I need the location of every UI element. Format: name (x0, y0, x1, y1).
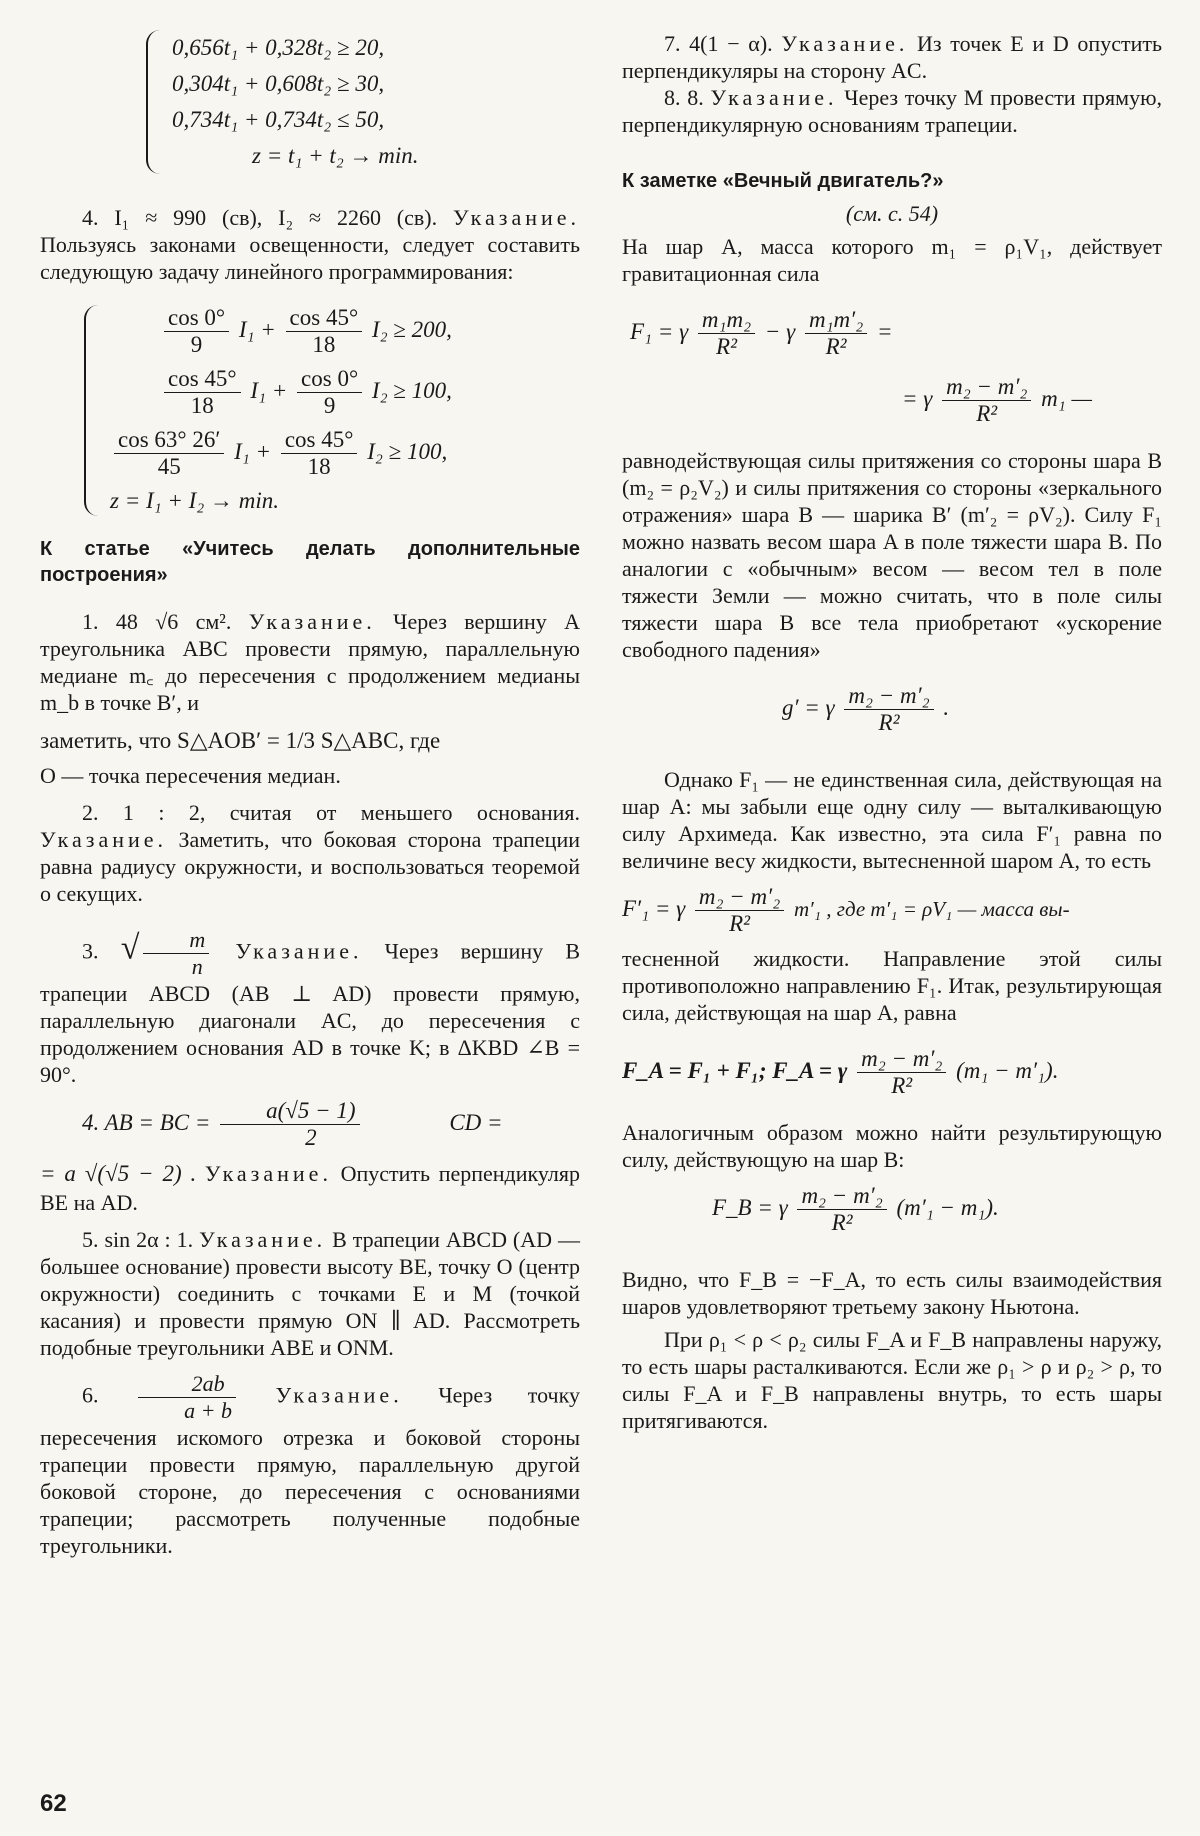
formula-f1-continued: = γ $\frac{\text{m₂ − m′₂}}{\text{R²}}$ m₁ — (902, 374, 1092, 426)
answer-text: Заметить, что боковая сторона трапеции равна радиусу окружности, и воспользоваться теоремой о секущих. (40, 827, 580, 906)
intro-paragraph: На шар A, масса которого m₁ = ρ₁V₁, действует гравитационная сила (622, 234, 1162, 286)
system2-line-1: $\frac{\cos 0^\circ}{9}$ I₁ + $\frac{\cos 45^\circ}{18}$ I₂ ≥ 200, (110, 305, 580, 358)
system-line: 0,734t₁ + 0,734t₂ ≤ 50, (172, 107, 385, 132)
answer-head: 8. 8. (664, 85, 704, 110)
fraction: $\frac{\cos 45^\circ}{18}$ (281, 427, 358, 480)
fraction: $\frac{\text{m₂ − m′₂}}{\text{R²}}$ (844, 683, 933, 736)
hint-label: Указание. (781, 31, 909, 56)
answer-5 (40, 1226, 580, 1361)
answer-head: 5. sin 2α : 1. (82, 1227, 194, 1252)
formula-f1: F₁ = γ $\frac{\text{m₁m₂}}{\text{R²}}$ − γ $\frac{\text{m₁m′₂}}{\text{R²}}$ = (630, 307, 893, 359)
hint-label: Указание. (199, 1227, 327, 1252)
system-line: z = t₁ + t₂ → min. (252, 143, 419, 168)
answer-text: Опустить перпендикуляр BE на AD. (40, 1161, 581, 1215)
section-reference: (см. с. 54) (845, 201, 939, 226)
hint-label: Указание. (204, 1161, 332, 1186)
system-line: 0,656t₁ + 0,328t₂ ≥ 20, (172, 35, 385, 60)
fraction: $\frac{\cos 63^\circ 26'}{45}$ (114, 427, 224, 480)
answer-2 (40, 799, 580, 907)
answer-head: 1. 48 √6 см². (82, 609, 232, 634)
fraction: $\frac{\cos 0^\circ}{9}$ (297, 366, 362, 419)
formula-g: g′ = γ $\frac{\text{m₂ − m′₂}}{\text{R²}}$ . (782, 683, 950, 735)
formula-f1-prime: F′₁ = γ $\frac{\text{m₂ − m′₂}}{\text{R²}}$ m′₁ , где m′₁ = ρV₁ — масса вы- (622, 884, 1070, 936)
section-title-constructions: К статье «Учитесь делать дополнительные построения» (40, 538, 580, 586)
inequality-system-2 (78, 305, 580, 516)
answer-head: 4. I₁ ≈ 990 (св), I₂ ≈ 2260 (св). (82, 205, 438, 230)
paragraph-analogous: Аналогичным образом можно найти результирующую силу, действующую на шар B: (622, 1120, 1162, 1172)
formula-fb: F_B = γ $\frac{\text{m₂ − m′₂}}{\text{R²}}$ (m′₁ − m₁). (712, 1183, 999, 1235)
answer-head: 3. (82, 938, 99, 964)
answer-text: Из точек E и D опустить перпендикуляры на сторону AC. (622, 31, 1162, 83)
fraction: $\frac{2ab}{a + b}$ (138, 1371, 236, 1424)
hint-label: Указание. (235, 938, 363, 964)
fraction: $\frac{\text{m₂ − m′₂}}{\text{R²}}$ (942, 374, 1031, 427)
system2-line-3: $\frac{\cos 63^\circ 26'}{45}$ I₁ + $\frac{\cos 45^\circ}{18}$ I₂ ≥ 100, (110, 427, 580, 480)
hint-label: Указание. (710, 85, 838, 110)
inequality-system-1 (140, 30, 580, 174)
answer-head: 6. (82, 1382, 99, 1408)
section-title-perpetual-motion: К заметке «Вечный двигатель?» (622, 170, 944, 192)
fraction: $\frac{m}{n}$ (143, 927, 209, 980)
answer-4-lighting (40, 204, 580, 285)
paragraph-newton: Видно, что F_B = −F_A, то есть силы взаимодействия шаров удовлетворяют третьему закону Ньютона. (622, 1267, 1162, 1319)
answer-text: В трапеции ABCD (AD — большее основание) провести высоту BE, точку O (центр окружности) соединить с точками E и M (точкой касания) и провести прямую ON ∥ AD. Рассмотреть подобные треугольники ABE и ONM. (40, 1227, 580, 1360)
answer-head: 2. 1 : 2, считая от меньшего основания. (82, 800, 580, 825)
fraction: $\frac{\text{m₁m₂}}{\text{R²}}$ (698, 307, 755, 360)
answer-text: Через точку M провести прямую, перпендикулярную основаниям трапеции. (622, 85, 1163, 137)
fraction: $\frac{\cos 0^\circ}{9}$ (164, 305, 229, 358)
right-column (622, 30, 1162, 1434)
fraction: $\frac{a(√5 - 1)}{2}$ (220, 1098, 359, 1151)
system2-line-2: $\frac{\cos 45^\circ}{18}$ I₁ + $\frac{\cos 0^\circ}{9}$ I₂ ≥ 100, (110, 366, 580, 419)
hint-label: Указание. (452, 205, 581, 230)
answer-6 (40, 1371, 580, 1559)
fraction: $\frac{\cos 45^\circ}{18}$ (164, 366, 241, 419)
answer-1-equation: заметить, что S△AOB′ = 1/3 S△ABC, где (40, 728, 441, 753)
fraction: $\frac{\cos 45^\circ}{18}$ (286, 305, 363, 358)
answer-text: Через точку пересечения искомого отрезка и боковой стороны трапеции провести прямую, параллельную другой боковой стороне, до пересечения с основаниями трапеции; рассмотреть полученные подобные треугольники. (40, 1382, 580, 1558)
answer-head: 4. AB = BC = (82, 1109, 211, 1135)
system-brace (84, 305, 108, 516)
fraction: $\frac{\text{m₂ − m′₂}}{\text{R²}}$ (857, 1046, 946, 1099)
answer-head: 7. 4(1 − α). (664, 31, 773, 56)
paragraph-direction: тесненной жидкости. Направление этой силы противоположно направлению F₁. Итак, результирующая сила, действующая на шар A, равна (622, 946, 1162, 1025)
left-column (40, 30, 580, 1559)
answer-7 (622, 30, 1162, 84)
fraction: $\frac{\text{m₁m′₂}}{\text{R²}}$ (805, 307, 867, 360)
system-line: 0,304t₁ + 0,608t₂ ≥ 30, (172, 71, 385, 96)
answer-4: 4. AB = BC = $\frac{a(√5 - 1)}{2}$ CD = (82, 1098, 503, 1150)
hint-label: Указание. (248, 609, 376, 634)
paragraph-resultant: равнодействующая силы притяжения со стороны шара B (m₂ = ρ₂V₂) и силы притяжения со стороны «зеркального отражения» шара B — шарика B′ (m′₂ = ρV₂). Силу F₁ можно назвать весом шара A в поле тяжести шара B. По аналогии с «обычным» весом — весом тел в поле тяжести Земли — можно считать, что в поле силы тяжести шара B все тела приобретают «ускорение свободного падения» (622, 448, 1162, 662)
answer-4-line2: = a √(√5 − 2) . Указание. Опустить перпендикуляр BE на AD. (40, 1161, 581, 1215)
answer-8 (622, 84, 1162, 138)
paragraph-archimedes: Однако F₁ — не единственная сила, действующая на шар A: мы забыли еще одну силу — выталкивающую силу Архимеда. Как известно, эта сила F′₁ равна по величине весу жидкости, вытесненной шаром A, то есть (622, 767, 1162, 873)
answer-text: Пользуясь законами освещенности, следует составить следующую задачу линейного программирования: (40, 232, 580, 284)
system-brace (146, 30, 170, 174)
formula-fa: F_A = F₁ + F₁; F_A = γ $\frac{\text{m₂ − m′₂}}{\text{R²}}$ (m₁ − m′₁). (622, 1046, 1059, 1098)
page-number: 62 (40, 1790, 67, 1817)
answer-1-end: O — точка пересечения медиан. (40, 763, 341, 788)
hint-label: Указание. (40, 827, 168, 852)
fraction: $\frac{\text{m₂ − m′₂}}{\text{R²}}$ (695, 884, 784, 937)
paragraph-conclusion: При ρ₁ < ρ < ρ₂ силы F_A и F_B направлены наружу, то есть шары расталкиваются. Если же ρ₁ > ρ и ρ₂ > ρ, то силы F_A и F_B направлены внутрь, то есть шары притягиваются. (622, 1327, 1162, 1433)
fraction: $\frac{\text{m₂ − m′₂}}{\text{R²}}$ (797, 1183, 886, 1236)
system2-line-4: z = I₁ + I₂ → min. (110, 488, 280, 513)
answer-3: 3. √ $\frac{m}{n}$ Указание. Через вершину B трапеции ABCD (AB ⊥ AD) провести прямую, параллельную диагонали AC, до пересечения с продолжением основания AD в точке K; в ΔKBD ∠B = 90°. (40, 927, 580, 1087)
answer-1 (40, 608, 580, 716)
hint-label: Указание. (275, 1382, 403, 1408)
answer-text: Через вершину A треугольника ABC провести прямую, параллельную медиане m꜀ до пересечения с продолжением медианы m_b в точке B′, и (40, 609, 581, 715)
answer-text: Через вершину B трапеции ABCD (AB ⊥ AD) провести прямую, параллельную диагонали AC, до пересечения с продолжением основания AD в точке K; в ΔKBD ∠B = 90°. (40, 938, 580, 1087)
